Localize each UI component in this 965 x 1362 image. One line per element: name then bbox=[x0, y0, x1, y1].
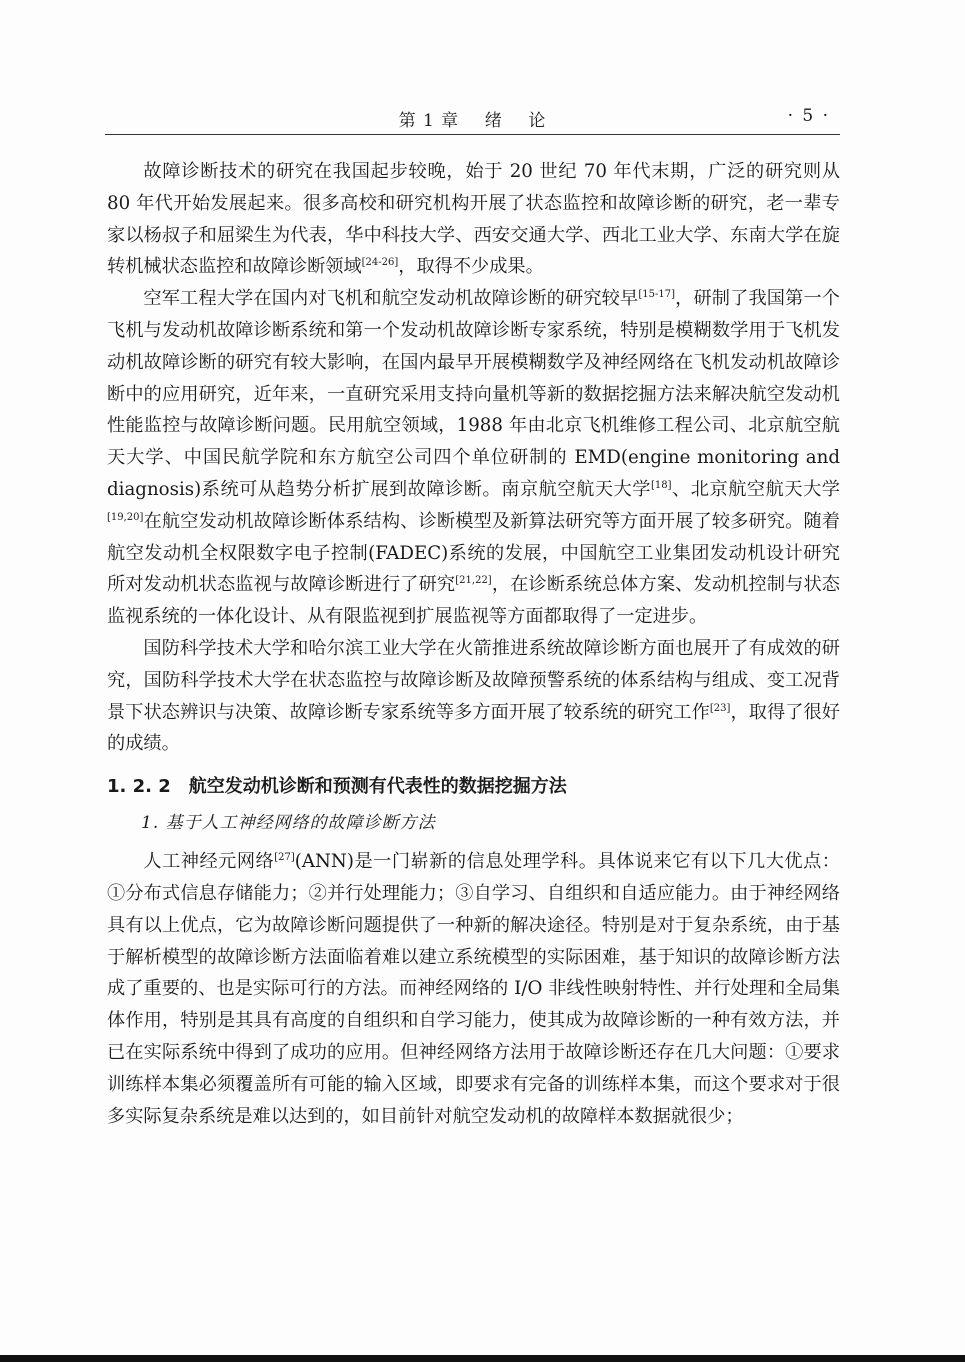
paragraph-text: ，取得了很好的成绩。 bbox=[107, 701, 840, 755]
citation: [15-17] bbox=[638, 289, 675, 301]
paragraph-defense-university bbox=[107, 633, 840, 760]
paragraph-air-force-university bbox=[107, 283, 840, 633]
paragraph-text: 空军工程大学在国内对飞机和航空发动机故障诊断的研究较早 bbox=[143, 288, 639, 310]
paragraph-text: ，取得不少成果。 bbox=[398, 256, 544, 278]
paragraph-text: ，研制了我国第一个飞机与发动机故障诊断系统和第一个发动机故障诊断专家系统，特别是模糊数学用于飞机发动机故障诊断的研究有较大影响，在国内最早开展模糊数学及神经网络在飞机发动机故障诊断中的应用研究，近年来，一直研究采用支持向量机等新的数据挖掘方法来解决航空发动机性能监控与故障诊断问题。民用航空领域，1988 年由北京飞机维修工程公司、北京航空航天大学、中国民航学院和东方航空公司四个单位研制的 EMD(engine monitoring and diagnosis)系统可从趋势分析扩展到故障诊断。南京航空航天大学 bbox=[107, 288, 840, 500]
page-number: · 5 · bbox=[787, 106, 830, 126]
subsection-heading: 1. 基于人工神经网络的故障诊断方法 bbox=[141, 813, 436, 834]
paragraph-text: 人工神经元网络 bbox=[143, 851, 275, 873]
paragraph-text: 国防科学技术大学和哈尔滨工业大学在火箭推进系统故障诊断方面也展开了有成效的研究，国防科学技术大学在状态监控与故障诊断及故障预警系统的体系结构与组成、变工况背景下状态辨识与决策、故障诊断专家系统等多方面开展了较系统的研究工作 bbox=[107, 637, 840, 723]
paragraph-domestic-research bbox=[107, 156, 840, 283]
body-text bbox=[107, 156, 840, 1132]
running-header bbox=[105, 100, 840, 135]
paragraph-text: 故障诊断技术的研究在我国起步较晚，始于 20 世纪 70 年代末期，广泛的研究则从 80 年代开始发展起来。很多高校和研究机构开展了状态监控和故障诊断的研究，老一辈专家以杨叔子和屈梁生为代表，华中科技大学、西安交通大学、西北工业大学、东南大学在旋转机械状态监控和故障诊断领域 bbox=[107, 161, 840, 278]
paragraph-neural-network bbox=[107, 846, 840, 1132]
citation: [18] bbox=[650, 479, 672, 491]
paragraph-text: 在航空发动机故障诊断体系结构、诊断模型及新算法研究等方面开展了较多研究。随着航空发动机全权限数字电子控制(FADEC)系统的发展，中国航空工业集团发动机设计研究所对发动机状态监视与故障诊断进行了研究 bbox=[107, 510, 840, 596]
section-number: 1. 2. 2 bbox=[107, 776, 171, 798]
citation: [19,20] bbox=[107, 511, 144, 523]
paragraph-text: ，在诊断系统总体方案、发动机控制与状态监视系统的一体化设计、从有限监视到扩展监视等方面都取得了一定进步。 bbox=[107, 574, 840, 628]
paragraph-text: 、北京航空航天大学 bbox=[671, 478, 840, 500]
bottom-scan-edge bbox=[0, 1355, 965, 1362]
section-heading bbox=[107, 772, 840, 802]
citation: [27] bbox=[274, 852, 295, 864]
paragraph-text: (ANN)是一门崭新的信息处理学科。具体说来它有以下几大优点：①分布式信息存储能力；②并行处理能力；③自学习、自组织和自适应能力。由于神经网络具有以上优点，它为故障诊断问题提供了一种新的解决途径。特别是对于复杂系统，由于基于解析模型的故障诊断方法面临着难以建立系统模型的实际困难，基于知识的故障诊断方法成了重要的、也是实际可行的方法。而神经网络的 I/O 非线性映射特性、并行处理和全局集体作用，特别是其具有高度的自组织和自学习能力，使其成为故障诊断的一种有效方法，并已在实际系统中得到了成功的应用。但神经网络方法用于故障诊断还存在几大问题：①要求训练样本集必须覆盖所有可能的输入区域，即要求有完备的训练样本集，而这个要求对于很多实际复杂系统是难以达到的，如目前针对航空发动机的故障样本数据就很少； bbox=[107, 851, 840, 1127]
section-title: 航空发动机诊断和预测有代表性的数据挖掘方法 bbox=[188, 776, 567, 798]
citation: [24-26] bbox=[361, 257, 399, 269]
citation: [23] bbox=[709, 702, 731, 714]
citation: [21,22] bbox=[455, 575, 492, 587]
chapter-title: 第 1 章 绪 论 bbox=[398, 111, 547, 131]
